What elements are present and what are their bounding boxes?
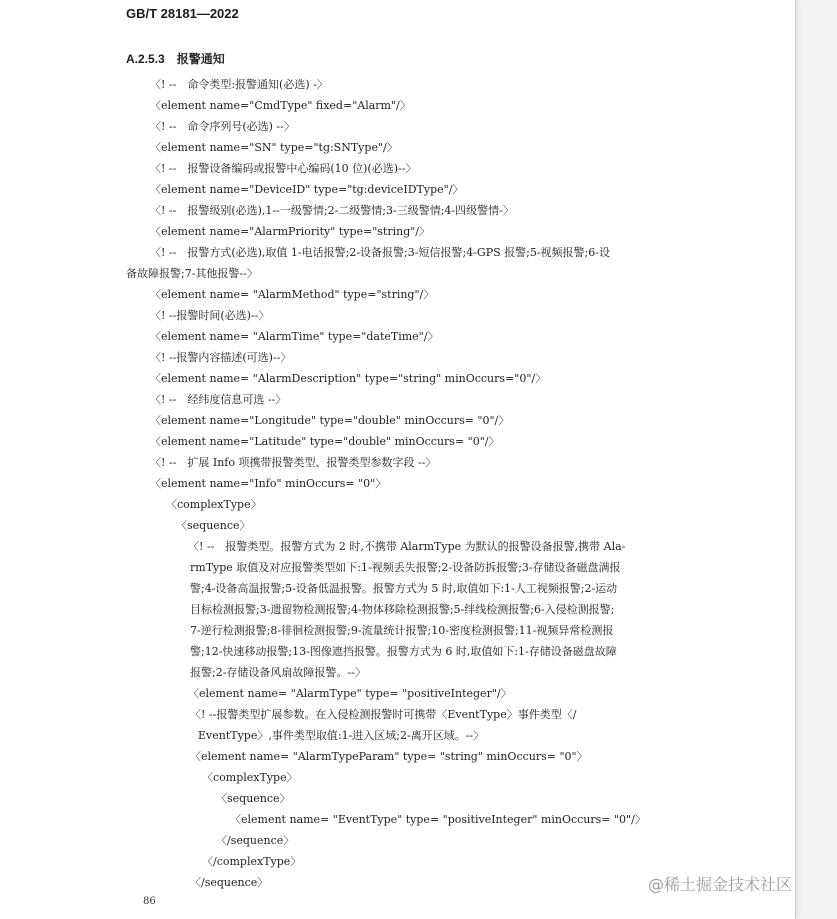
code-line-element: 〈element name="SN" type="tg:SNType"/〉 [150,141,398,154]
code-line-comment: 〈! -- 报警级别(必选),1--一级警情;2-二级警情;3-三级警情;4-四级警情-〉 [150,204,514,217]
code-line-complextype-close: 〈/complexType〉 [202,855,302,868]
code-line-sequence-close: 〈/sequence〉 [216,834,295,847]
standard-header: GB/T 28181—2022 [126,6,239,21]
code-line-comment: 〈! --报警时间(必选)--〉 [150,309,270,322]
code-line-element: 〈element name= "AlarmType" type= "positiveInteger"/〉 [188,687,512,700]
page-number: 86 [143,896,156,907]
code-line-element: 〈element name="Info" minOccurs= "0"〉 [150,477,387,490]
code-line-element: 〈element name="DeviceID" type="tg:deviceIDType"/〉 [150,183,464,196]
code-line-element: 〈element name="CmdType" fixed="Alarm"/〉 [150,99,411,112]
code-line-element: 〈element name="AlarmPriority" type="string"/〉 [150,225,431,238]
code-line-comment: rmType 取值及对应报警类型如下:1-视频丢失报警;2-设备防拆报警;3-存储设备磁盘满报 [190,561,621,574]
code-line-complextype: 〈complexType〉 [166,498,262,511]
code-line-comment: 目标检测报警;3-遗留物检测报警;4-物体移除检测报警;5-绊线检测报警;6-入侵检测报警; [190,603,615,616]
code-line-element: 〈element name= "EventType" type= "positiveInteger" minOccurs= "0"/〉 [230,813,646,826]
code-line-element: 〈element name= "AlarmMethod" type="string"/〉 [150,288,435,301]
code-line-element: 〈element name="Longitude" type="double" minOccurs= "0"/〉 [150,414,510,427]
code-line-comment: 〈! -- 命令序列号(必选) --〉 [150,120,295,133]
code-line-complextype: 〈complexType〉 [202,771,298,784]
code-line-comment: 〈! --报警内容描述(可选)--〉 [150,351,292,364]
code-line-comment: 7-逆行检测报警;8-徘徊检测报警;9-流量统计报警;10-密度检测报警;11-视频异常检测报 [190,624,614,637]
code-line-comment: 〈! --报警类型扩展参数。在入侵检测报警时可携带〈EventType〉事件类型〈/ [190,708,577,721]
code-line-sequence: 〈sequence〉 [216,792,291,805]
code-line-comment: 〈! -- 报警设备编码或报警中心编码(10 位)(必选)--〉 [150,162,417,175]
code-line-sequence: 〈sequence〉 [176,519,251,532]
code-line-comment: EventType〉,事件类型取值:1-进入区域;2-离开区域。--〉 [198,729,485,742]
code-line-element: 〈element name= "AlarmDescription" type="string" minOccurs="0"/〉 [150,372,547,385]
code-line-comment: 报警;2-存储设备风扇故障报警。--〉 [190,666,366,679]
code-line-comment: 〈! -- 命令类型:报警通知(必选) -〉 [150,78,328,91]
code-line-element: 〈element name= "AlarmTime" type="dateTime"/〉 [150,330,439,343]
code-line-comment: 〈! -- 报警类型。报警方式为 2 时,不携带 AlarmType 为默认的报警设备报警,携带 Ala- [188,540,626,553]
watermark: @稀土掘金技术社区 [648,875,793,894]
code-line-comment: 〈! -- 报警方式(必选),取值 1-电话报警;2-设备报警;3-短信报警;4-GPS 报警;5-视频报警;6-设 [150,246,610,259]
section-heading [126,50,225,67]
code-line-element: 〈element name="Latitude" type="double" minOccurs= "0"/〉 [150,435,500,448]
code-line-comment: 〈! -- 经纬度信息可选 --〉 [150,393,287,406]
code-line-comment: 〈! -- 扩展 Info 项携带报警类型、报警类型参数字段 --〉 [150,456,437,469]
section-number: A.2.5.3 [126,52,165,66]
section-title: 报警通知 [176,52,225,66]
code-line-comment: 备故障报警;7-其他报警--〉 [126,267,258,280]
code-line-comment: 警;12-快速移动报警;13-图像遮挡报警。报警方式为 6 时,取值如下:1-存储设备磁盘故障 [190,645,617,658]
code-line-sequence-close: 〈/sequence〉 [190,876,269,889]
code-line-comment: 警;4-设备高温报警;5-设备低温报警。报警方式为 5 时,取值如下:1-人工视频报警;2-运动 [190,582,618,595]
code-line-element: 〈element name= "AlarmTypeParam" type= "string" minOccurs= "0"〉 [190,750,588,763]
